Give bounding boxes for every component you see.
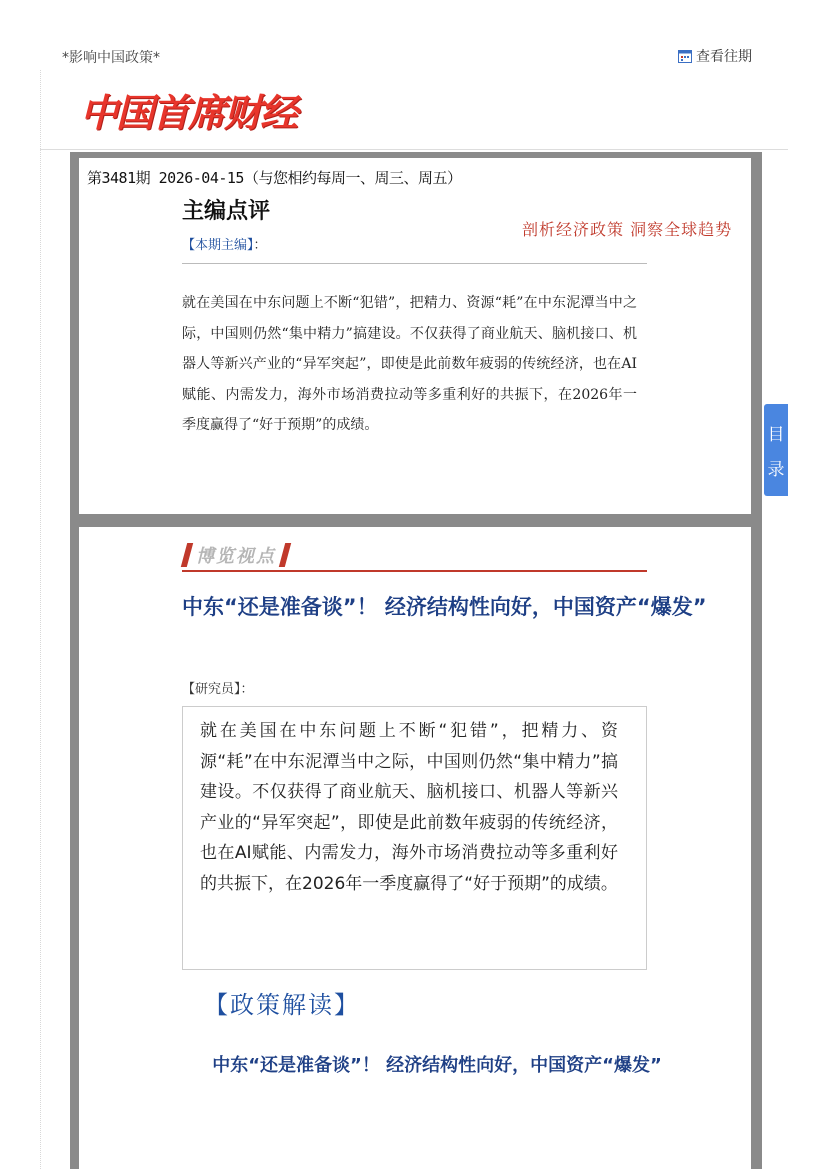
tagline: *影响中国政策* [62,50,160,66]
editor-byline [182,234,267,253]
toc-char-1: 目 [767,425,785,445]
brand-logo: 中国首席财经 [80,91,297,135]
editor-divider [182,263,647,264]
editor-label: 【本期主编】 [182,238,254,253]
header-divider [40,149,788,150]
section-banner [184,541,288,569]
view-archive-label: 查看往期 [696,49,752,65]
editor-colon: ： [253,238,267,253]
policy-headline[interactable]: 中东“还是准备谈”！ 经济结构性向好，中国资产“爆发” [212,1055,662,1076]
view-archive-link[interactable] [678,46,752,66]
table-of-contents-tab[interactable] [764,404,788,496]
policy-section-title: 【政策解读】 [204,991,360,1019]
calendar-icon [678,49,692,63]
summary-text: 就在美国在中东问题上不断“犯错”，把精力、资源“耗”在中东泥潭当中之际，中国则仍然“集中精力”搞建设。不仅获得了商业航天、脑机接口、机器人等新兴产业的“异军突起”，即使是此前数年疲弱的传统经济，也在AI赋能、内需发力，海外市场消费拉动等多重利好的共振下，在2026年一季度赢得了“好于预期”的成绩。 [200,721,618,894]
page-margin-line [40,70,41,1169]
article-headline[interactable]: 中东“还是准备谈”！ 经济结构性向好，中国资产“爆发” [182,595,707,619]
toc-char-2: 录 [767,460,785,480]
banner-title: 博览视点 [196,546,276,567]
slogan: 剖析经济政策 洞察全球趋势 [522,220,733,239]
editor-commentary: 就在美国在中东问题上不断“犯错”，把精力、资源“耗”在中东泥潭当中之际，中国则仍然“集中精力”搞建设。不仅获得了商业航天、脑机接口、机器人等新兴产业的“异军突起”，即使是此前数年疲弱的传统经济，也在AI赋能、内需发力，海外市场消费拉动等多重利好的共振下，在2026年一季度赢得了“好于预期”的成绩。 [182,295,637,433]
banner-underline [182,570,647,572]
editor-section-title: 主编点评 [182,199,271,224]
researcher-byline: 【研究员】： [182,682,254,697]
issue-info: 第3481期 2026-04-15（与您相约每周一、周三、周五） [87,169,462,187]
